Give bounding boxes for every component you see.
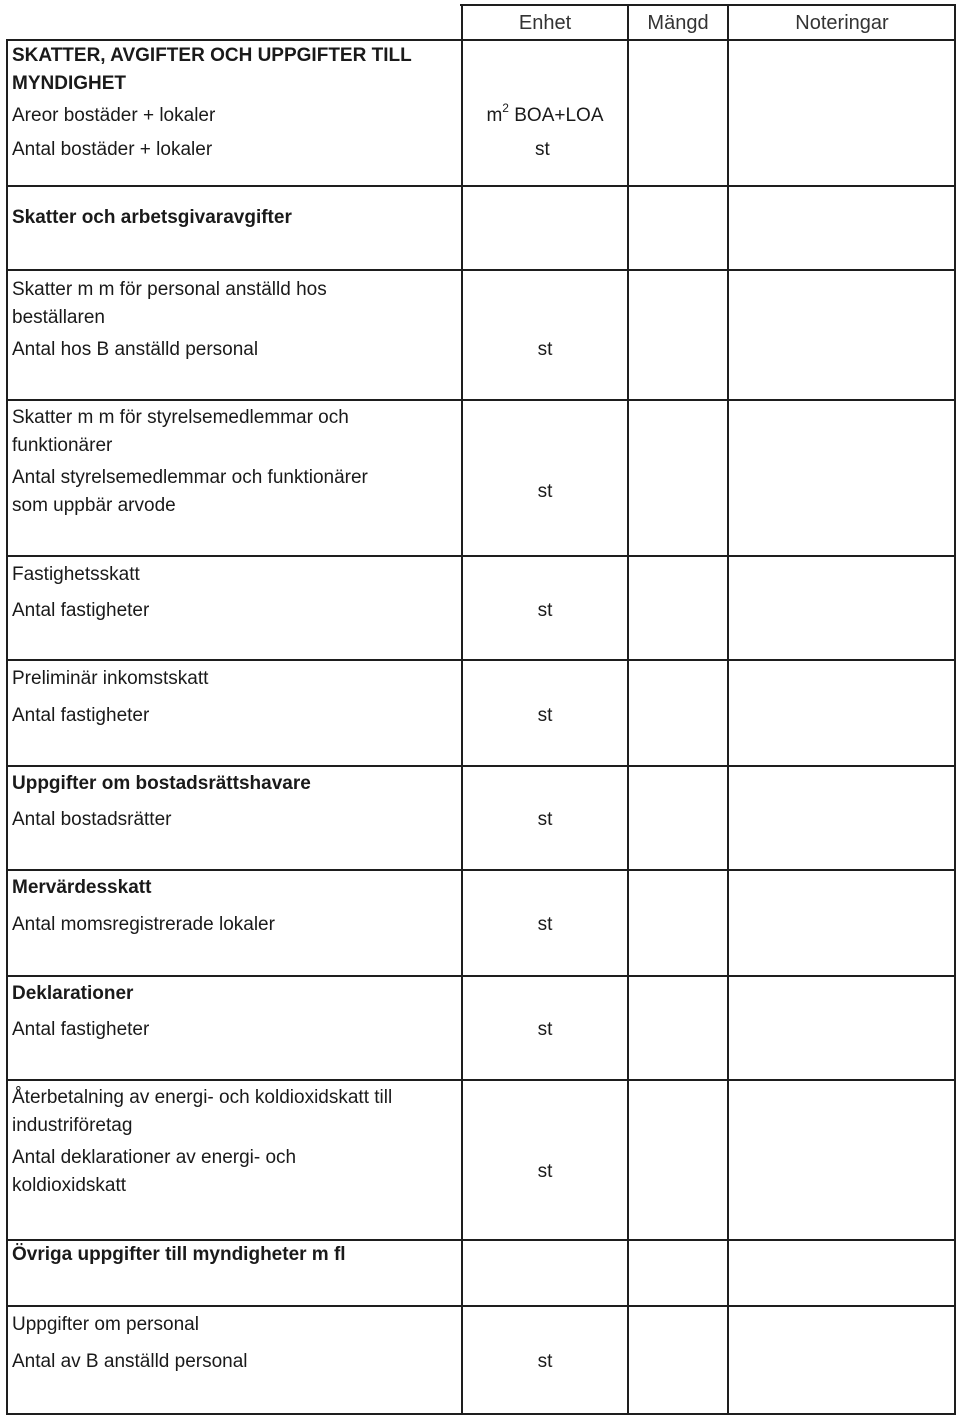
row-unit: st — [537, 914, 553, 935]
table-bottom-border — [6, 1413, 956, 1415]
section-title: Uppgifter om bostadsrättshavare — [12, 773, 311, 794]
row-label: som uppbär arvode — [12, 495, 176, 516]
section-divider-2 — [6, 269, 956, 271]
row-label: koldioxidskatt — [12, 1175, 127, 1196]
row-label: Antal av B anställd personal — [12, 1351, 248, 1372]
row-unit: $m^2$ BOA+LOA — [486, 100, 604, 126]
column-divider-2 — [727, 4, 729, 1414]
row-unit: st — [537, 1161, 553, 1182]
section-title: industriföretag — [12, 1115, 133, 1136]
row-unit: st — [537, 481, 553, 502]
section-divider-5 — [6, 659, 956, 661]
section-divider-0 — [6, 39, 956, 41]
row-unit: st — [535, 139, 550, 160]
section-title: Skatter m m för personal anställd hos — [12, 279, 327, 300]
section-title: Skatter m m för styrelsemedlemmar och — [12, 407, 349, 428]
section-title: Återbetalning av energi- och koldioxidskatt till — [12, 1087, 393, 1108]
row-label: Antal fastigheter — [12, 600, 150, 621]
row-unit: st — [537, 1019, 553, 1040]
row-label: Antal bostadsrätter — [12, 809, 172, 830]
section-title: Preliminär inkomstskatt — [12, 668, 209, 689]
row-unit: st — [537, 705, 553, 726]
row-unit: st — [537, 809, 553, 830]
section-title: MYNDIGHET — [12, 73, 126, 94]
section-title: Deklarationer — [12, 983, 134, 1004]
row-unit: st — [537, 339, 553, 360]
section-divider-6 — [6, 765, 956, 767]
row-label: Areor bostäder + lokaler — [12, 105, 216, 126]
row-label: Antal deklarationer av energi- och — [12, 1147, 297, 1168]
section-title: Skatter och arbetsgivaravgifter — [12, 207, 292, 228]
row-label: Antal bostäder + lokaler — [12, 139, 213, 160]
column-header-notes: Noteringar — [795, 12, 889, 34]
section-title: funktionärer — [12, 435, 113, 456]
header-top-border — [460, 4, 956, 6]
section-title: Mervärdesskatt — [12, 877, 152, 898]
row-unit: st — [537, 600, 553, 621]
section-divider-7 — [6, 869, 956, 871]
unit-superscript: 2 — [502, 100, 509, 115]
column-header-unit: Enhet — [518, 12, 572, 34]
section-divider-4 — [6, 555, 956, 557]
section-divider-9 — [6, 1079, 956, 1081]
section-divider-11 — [6, 1305, 956, 1307]
row-label: Antal fastigheter — [12, 705, 150, 726]
section-title: Fastighetsskatt — [12, 564, 140, 585]
row-label: Antal styrelsemedlemmar och funktionärer — [12, 467, 368, 488]
section-divider-8 — [6, 975, 956, 977]
section-divider-3 — [6, 399, 956, 401]
section-title: SKATTER, AVGIFTER OCH UPPGIFTER TILL — [12, 45, 412, 66]
section-title: Uppgifter om personal — [12, 1314, 199, 1335]
section-divider-1 — [6, 185, 956, 187]
section-title: beställaren — [12, 307, 105, 328]
row-label: Antal momsregistrerade lokaler — [12, 914, 275, 935]
right-border — [954, 4, 956, 1414]
section-title: Övriga uppgifter till myndigheter m fl — [12, 1244, 346, 1265]
row-label: Antal fastigheter — [12, 1019, 150, 1040]
row-label: Antal hos B anställd personal — [12, 339, 259, 360]
column-header-quantity: Mängd — [647, 12, 709, 34]
row-unit: st — [537, 1351, 553, 1372]
left-border — [6, 40, 8, 1414]
